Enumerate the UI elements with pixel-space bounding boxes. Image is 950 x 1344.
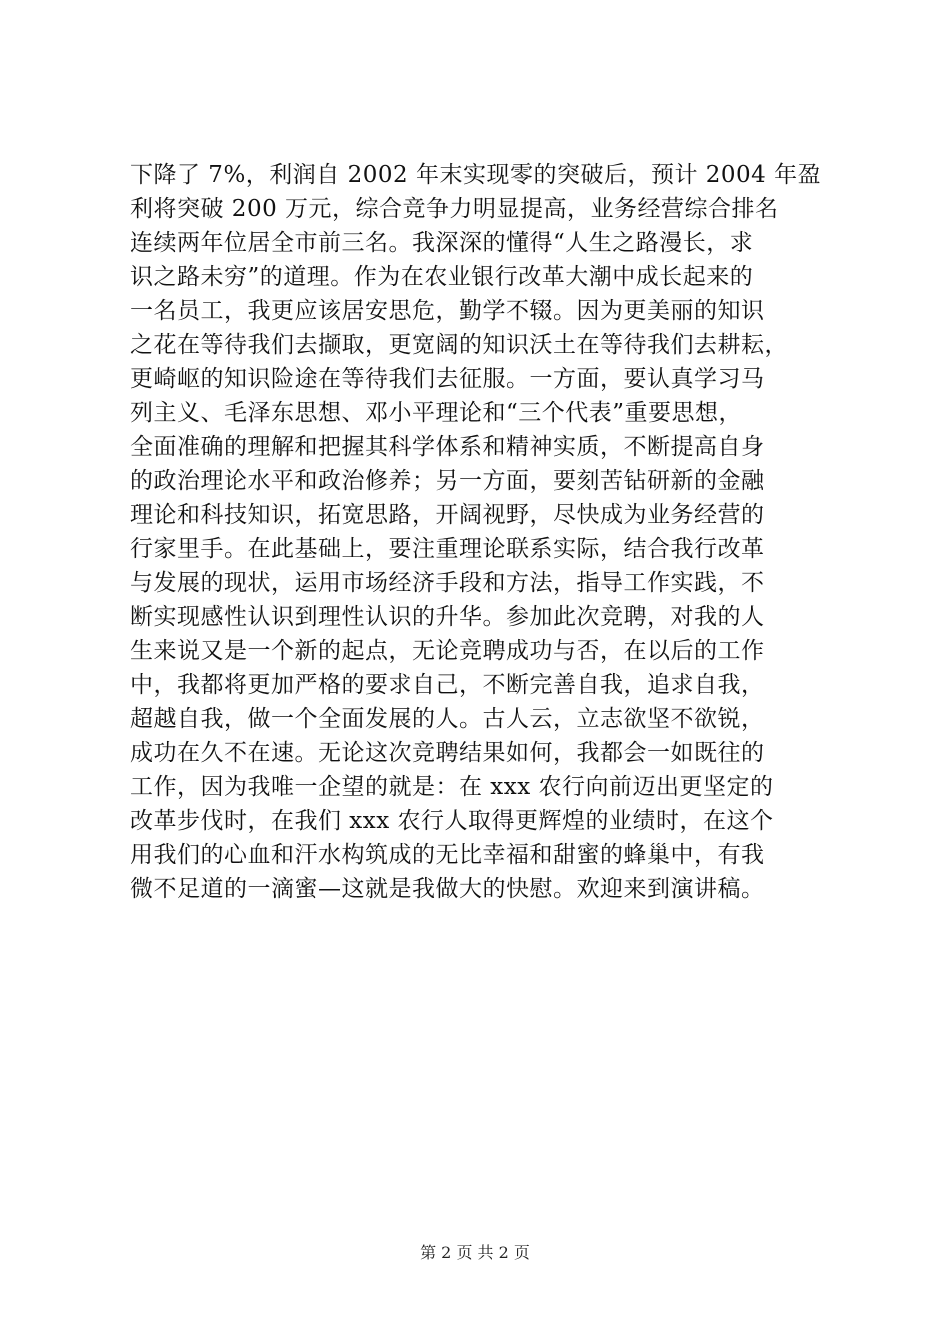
text-line: 连续两年位居全市前三名。我深深的懂得“人生之路漫长，求 [130, 230, 754, 256]
text-line: 用我们的心血和汗水构筑成的无比幸福和甜蜜的蜂巢中，有我 [130, 842, 765, 868]
text-line: 改革步伐时，在我们 xxx 农行人取得更辉煌的业绩时，在这个 [130, 808, 774, 834]
text-line: 与发展的现状，运用市场经济手段和方法，指导工作实践，不 [130, 570, 765, 596]
text-line: 成功在久不在速。无论这次竞聘结果如何，我都会一如既往的 [130, 740, 765, 766]
text-line: 列主义、毛泽东思想、邓小平理论和“三个代表”重要思想， [130, 400, 743, 426]
text-line: 识之路未穷”的道理。作为在农业银行改革大潮中成长起来的 [130, 264, 754, 290]
text-line: 中，我都将更加严格的要求自己，不断完善自我，追求自我， [130, 672, 765, 698]
text-line: 断实现感性认识到理性认识的升华。参加此次竞聘，对我的人 [130, 604, 765, 630]
text-line: 利将突破 200 万元，综合竞争力明显提高，业务经营综合排名 [130, 196, 779, 222]
text-line: 的政治理论水平和政治修养；另一方面，要刻苦钻研新的金融 [130, 468, 765, 494]
text-line: 超越自我，做一个全面发展的人。古人云，立志欲坚不欲锐， [130, 706, 765, 732]
body-text [130, 158, 830, 906]
text-line: 下降了 7%，利润自 2002 年末实现零的突破后，预计 2004 年盈 [130, 162, 822, 188]
text-line: 理论和科技知识，拓宽思路，开阔视野，尽快成为业务经营的 [130, 502, 765, 528]
text-line: 微不足道的一滴蜜—这就是我做大的快慰。欢迎来到演讲稿。 [130, 876, 765, 902]
text-line: 行家里手。在此基础上，要注重理论联系实际，结合我行改革 [130, 536, 765, 562]
text-line: 全面准确的理解和把握其科学体系和精神实质，不断提高自身 [130, 434, 765, 460]
text-line: 工作，因为我唯一企望的就是：在 xxx 农行向前迈出更坚定的 [130, 774, 774, 800]
text-line: 生来说又是一个新的起点，无论竞聘成功与否，在以后的工作 [130, 638, 765, 664]
text-line: 之花在等待我们去撷取，更宽阔的知识沃土在等待我们去耕耘， [130, 332, 788, 358]
text-line: 一名员工，我更应该居安思危，勤学不辍。因为更美丽的知识 [130, 298, 765, 324]
text-line: 更崎岖的知识险途在等待我们去征服。一方面，要认真学习马 [130, 366, 765, 392]
page-number-footer: 第 2 页 共 2 页 [420, 1243, 530, 1262]
